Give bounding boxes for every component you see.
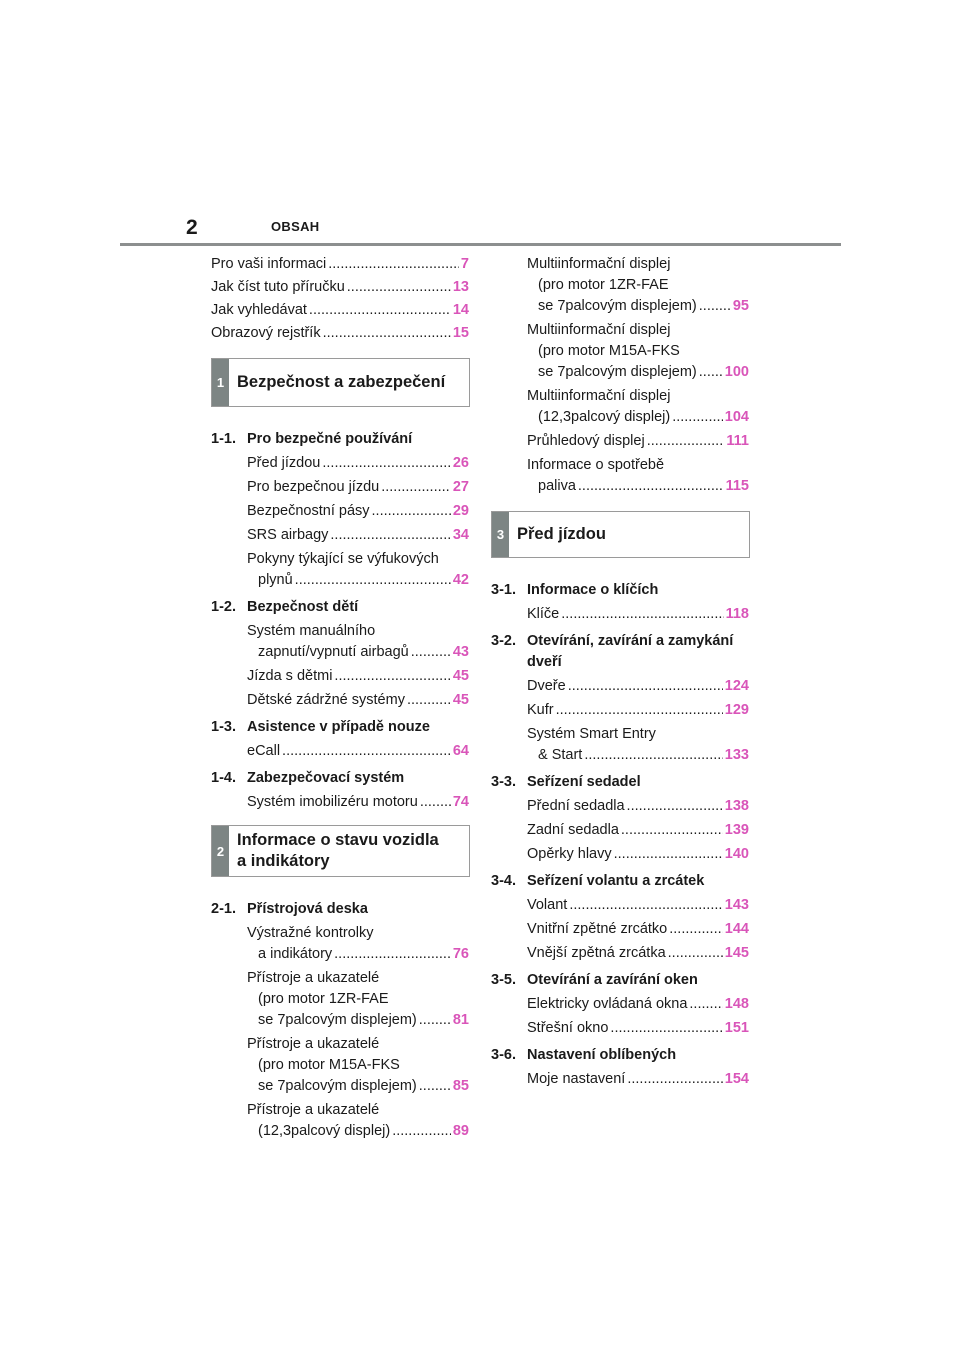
page-link[interactable]: 100 [724, 364, 749, 380]
page-link[interactable]: 26 [452, 455, 469, 471]
toc-entry[interactable] [247, 792, 469, 813]
toc-entry[interactable] [527, 1069, 749, 1090]
entry-title: Střešní okno [527, 1020, 609, 1036]
page-link[interactable]: 34 [452, 527, 469, 543]
page-link[interactable]: 64 [452, 743, 469, 759]
toc-entry[interactable] [211, 323, 469, 344]
page-link[interactable]: 74 [452, 794, 469, 810]
entry-title: eCall [247, 743, 281, 759]
page-link[interactable]: 154 [724, 1071, 749, 1087]
chapter-2-box[interactable] [211, 825, 470, 877]
page-link[interactable]: 115 [725, 478, 749, 494]
toc-entry[interactable] [527, 676, 749, 697]
page-header [0, 0, 960, 250]
toc-entry[interactable] [527, 700, 749, 721]
chapter-3-tab: 3 [492, 512, 509, 557]
section-3-5: 3-5. Otevírání a zavírání oken [491, 972, 698, 988]
toc-entry[interactable]: Multiinformační displej (12,3palcový displej) ..... 104 [527, 386, 749, 428]
section-number: 1-1. [211, 431, 236, 447]
entry-title: Pro bezpečnou jízdu [247, 479, 380, 495]
page-link[interactable]: 129 [724, 702, 749, 718]
toc-entry[interactable] [527, 943, 749, 964]
header-title: OBSAH [271, 219, 320, 234]
chapter-3-box[interactable] [491, 511, 750, 558]
toc-entry[interactable]: Multiinformační displej (pro motor 1ZR-FAE se 7palcovým displejem) ..... 95 [527, 254, 749, 317]
toc-entry[interactable]: Pokyny týkající se výfukových plynů ..... 42 [247, 549, 469, 591]
page-link[interactable]: 43 [452, 644, 469, 660]
page-link[interactable]: 143 [724, 897, 749, 913]
chapter-2-tab: 2 [212, 826, 229, 876]
entry-title: Dětské zádržné systémy [247, 692, 405, 708]
chapter-2-title: Informace o stavu vozidla a indikátory [237, 831, 439, 870]
page-link[interactable]: 14 [452, 302, 469, 318]
toc-entry[interactable] [527, 919, 749, 940]
toc-entry[interactable]: Systém manuálního zapnutí/vypnutí airbagů ..... 43 [247, 621, 469, 663]
page-link[interactable]: 42 [452, 572, 469, 588]
page-link[interactable]: 133 [724, 747, 749, 763]
page-link[interactable]: 138 [724, 798, 749, 814]
entry-title: Obrazový rejstřík [211, 325, 321, 341]
entry-title: Kufr [527, 702, 554, 718]
toc-entry[interactable]: Multiinformační displej (pro motor M15A-FKS se 7palcovým displejem) ..... 100 [527, 320, 749, 383]
toc-entry[interactable]: Průhledový displej ..... 111 [527, 431, 749, 452]
page-link[interactable]: 27 [452, 479, 469, 495]
chapter-1-box[interactable] [211, 358, 470, 407]
page-link[interactable]: 104 [724, 409, 749, 425]
page-link[interactable]: 118 [725, 606, 749, 622]
toc-entry[interactable]: Přístroje a ukazatelé (pro motor M15A-FKS se 7palcovým displejem) ..... 85 [247, 1034, 469, 1097]
chapter-1-tab: 1 [212, 359, 229, 406]
page-link[interactable]: 85 [452, 1078, 469, 1094]
entry-title: Elektricky ovládaná okna [527, 996, 688, 1012]
page-link[interactable]: 144 [724, 921, 749, 937]
toc-entry[interactable]: Výstražné kontrolky a indikátory ..... 76 [247, 923, 469, 965]
entry-title: Jízda s dětmi [247, 668, 333, 684]
page-link[interactable]: 15 [452, 325, 469, 341]
toc-entry[interactable] [247, 666, 469, 687]
toc-entry[interactable] [247, 741, 469, 762]
page-link[interactable]: 45 [452, 668, 469, 684]
entry-title: Zadní sedadla [527, 822, 619, 838]
page-link[interactable]: 111 [726, 433, 749, 449]
section-3-4: 3-4. Seřízení volantu a zrcátek [491, 873, 705, 889]
toc-entry[interactable] [247, 453, 469, 474]
entry-title: Před jízdou [247, 455, 321, 471]
page-link[interactable]: 76 [452, 946, 469, 962]
toc-entry[interactable] [527, 994, 749, 1015]
toc-entry[interactable] [247, 690, 469, 711]
toc-entry[interactable]: Přístroje a ukazatelé (12,3palcový displej) ..... 89 [247, 1100, 469, 1142]
toc-entry[interactable] [247, 501, 469, 522]
entry-title: Volant [527, 897, 568, 913]
page-link[interactable]: 151 [724, 1020, 749, 1036]
toc-entry[interactable] [211, 254, 469, 275]
section-title: Pro bezpečné používání [247, 431, 413, 447]
entry-title: Jak vyhledávat [211, 302, 307, 318]
header-divider [120, 243, 841, 246]
entry-title: Přední sedadla [527, 798, 625, 814]
page-link[interactable]: 95 [732, 298, 749, 314]
toc-entry[interactable]: Přístroje a ukazatelé (pro motor 1ZR-FAE se 7palcovým displejem) ..... 81 [247, 968, 469, 1031]
entry-title: Klíče [527, 606, 560, 622]
toc-entry[interactable] [211, 300, 469, 321]
entry-title: Opěrky hlavy [527, 846, 612, 862]
section-1-3: 1-3. Asistence v případě nouze [211, 719, 430, 735]
page-link[interactable]: 29 [452, 503, 469, 519]
page-link[interactable]: 140 [724, 846, 749, 862]
entry-title: Pro vaši informaci [211, 256, 327, 272]
entry-title: Vnitřní zpětné zrcátko [527, 921, 668, 937]
page-link[interactable]: 124 [724, 678, 749, 694]
page-link[interactable]: 7 [460, 256, 469, 272]
toc-entry[interactable] [211, 277, 469, 298]
toc-entry[interactable] [247, 477, 469, 498]
page-link[interactable]: 45 [452, 692, 469, 708]
chapter-3-title: Před jízdou [517, 525, 606, 543]
page-link[interactable]: 89 [452, 1123, 469, 1139]
chapter-1-title: Bezpečnost a zabezpečení [237, 373, 446, 391]
toc-entry[interactable] [527, 844, 749, 865]
section-3-3: 3-3. Seřízení sedadel [491, 774, 641, 790]
section-3-6: 3-6. Nastavení oblíbených [491, 1047, 677, 1063]
section-2-1: 2-1. Přístrojová deska [211, 901, 368, 917]
section-1-1 [211, 429, 469, 450]
toc-entry[interactable] [527, 604, 749, 625]
entry-title: Dveře [527, 678, 566, 694]
toc-entry[interactable] [527, 796, 749, 817]
section-1-2: 1-2. Bezpečnost dětí [211, 599, 359, 615]
section-3-2: 3-2. Otevírání, zavírání a zamykání dveří [491, 633, 734, 670]
toc-entry[interactable]: Systém Smart Entry & Start ..... 133 [527, 724, 749, 766]
toc-left-column [211, 254, 469, 1145]
section-1-4: 1-4. Zabezpečovací systém [211, 770, 405, 786]
toc-entry[interactable]: Informace o spotřebě paliva ..... 115 [527, 455, 749, 497]
entry-title: Vnější zpětná zrcátka [527, 945, 666, 961]
entry-title: Jak číst tuto příručku [211, 279, 345, 295]
toc-entry[interactable] [527, 1018, 749, 1039]
entry-title: Moje nastavení [527, 1071, 626, 1087]
page-link[interactable]: 81 [452, 1012, 469, 1028]
entry-title: SRS airbagy [247, 527, 329, 543]
page-link[interactable]: 139 [724, 822, 749, 838]
toc-entry[interactable] [247, 525, 469, 546]
toc-entry[interactable] [527, 820, 749, 841]
page-link[interactable]: 148 [724, 996, 749, 1012]
toc-entry[interactable] [527, 895, 749, 916]
entry-title: Systém imobilizéru motoru [247, 794, 418, 810]
page-number: 2 [186, 216, 198, 239]
page-link[interactable]: 145 [724, 945, 749, 961]
page-link[interactable]: 13 [452, 279, 469, 295]
toc-right-column [491, 254, 749, 1093]
entry-title: Bezpečnostní pásy [247, 503, 370, 519]
section-3-1: 3-1. Informace o klíčích [491, 582, 659, 598]
